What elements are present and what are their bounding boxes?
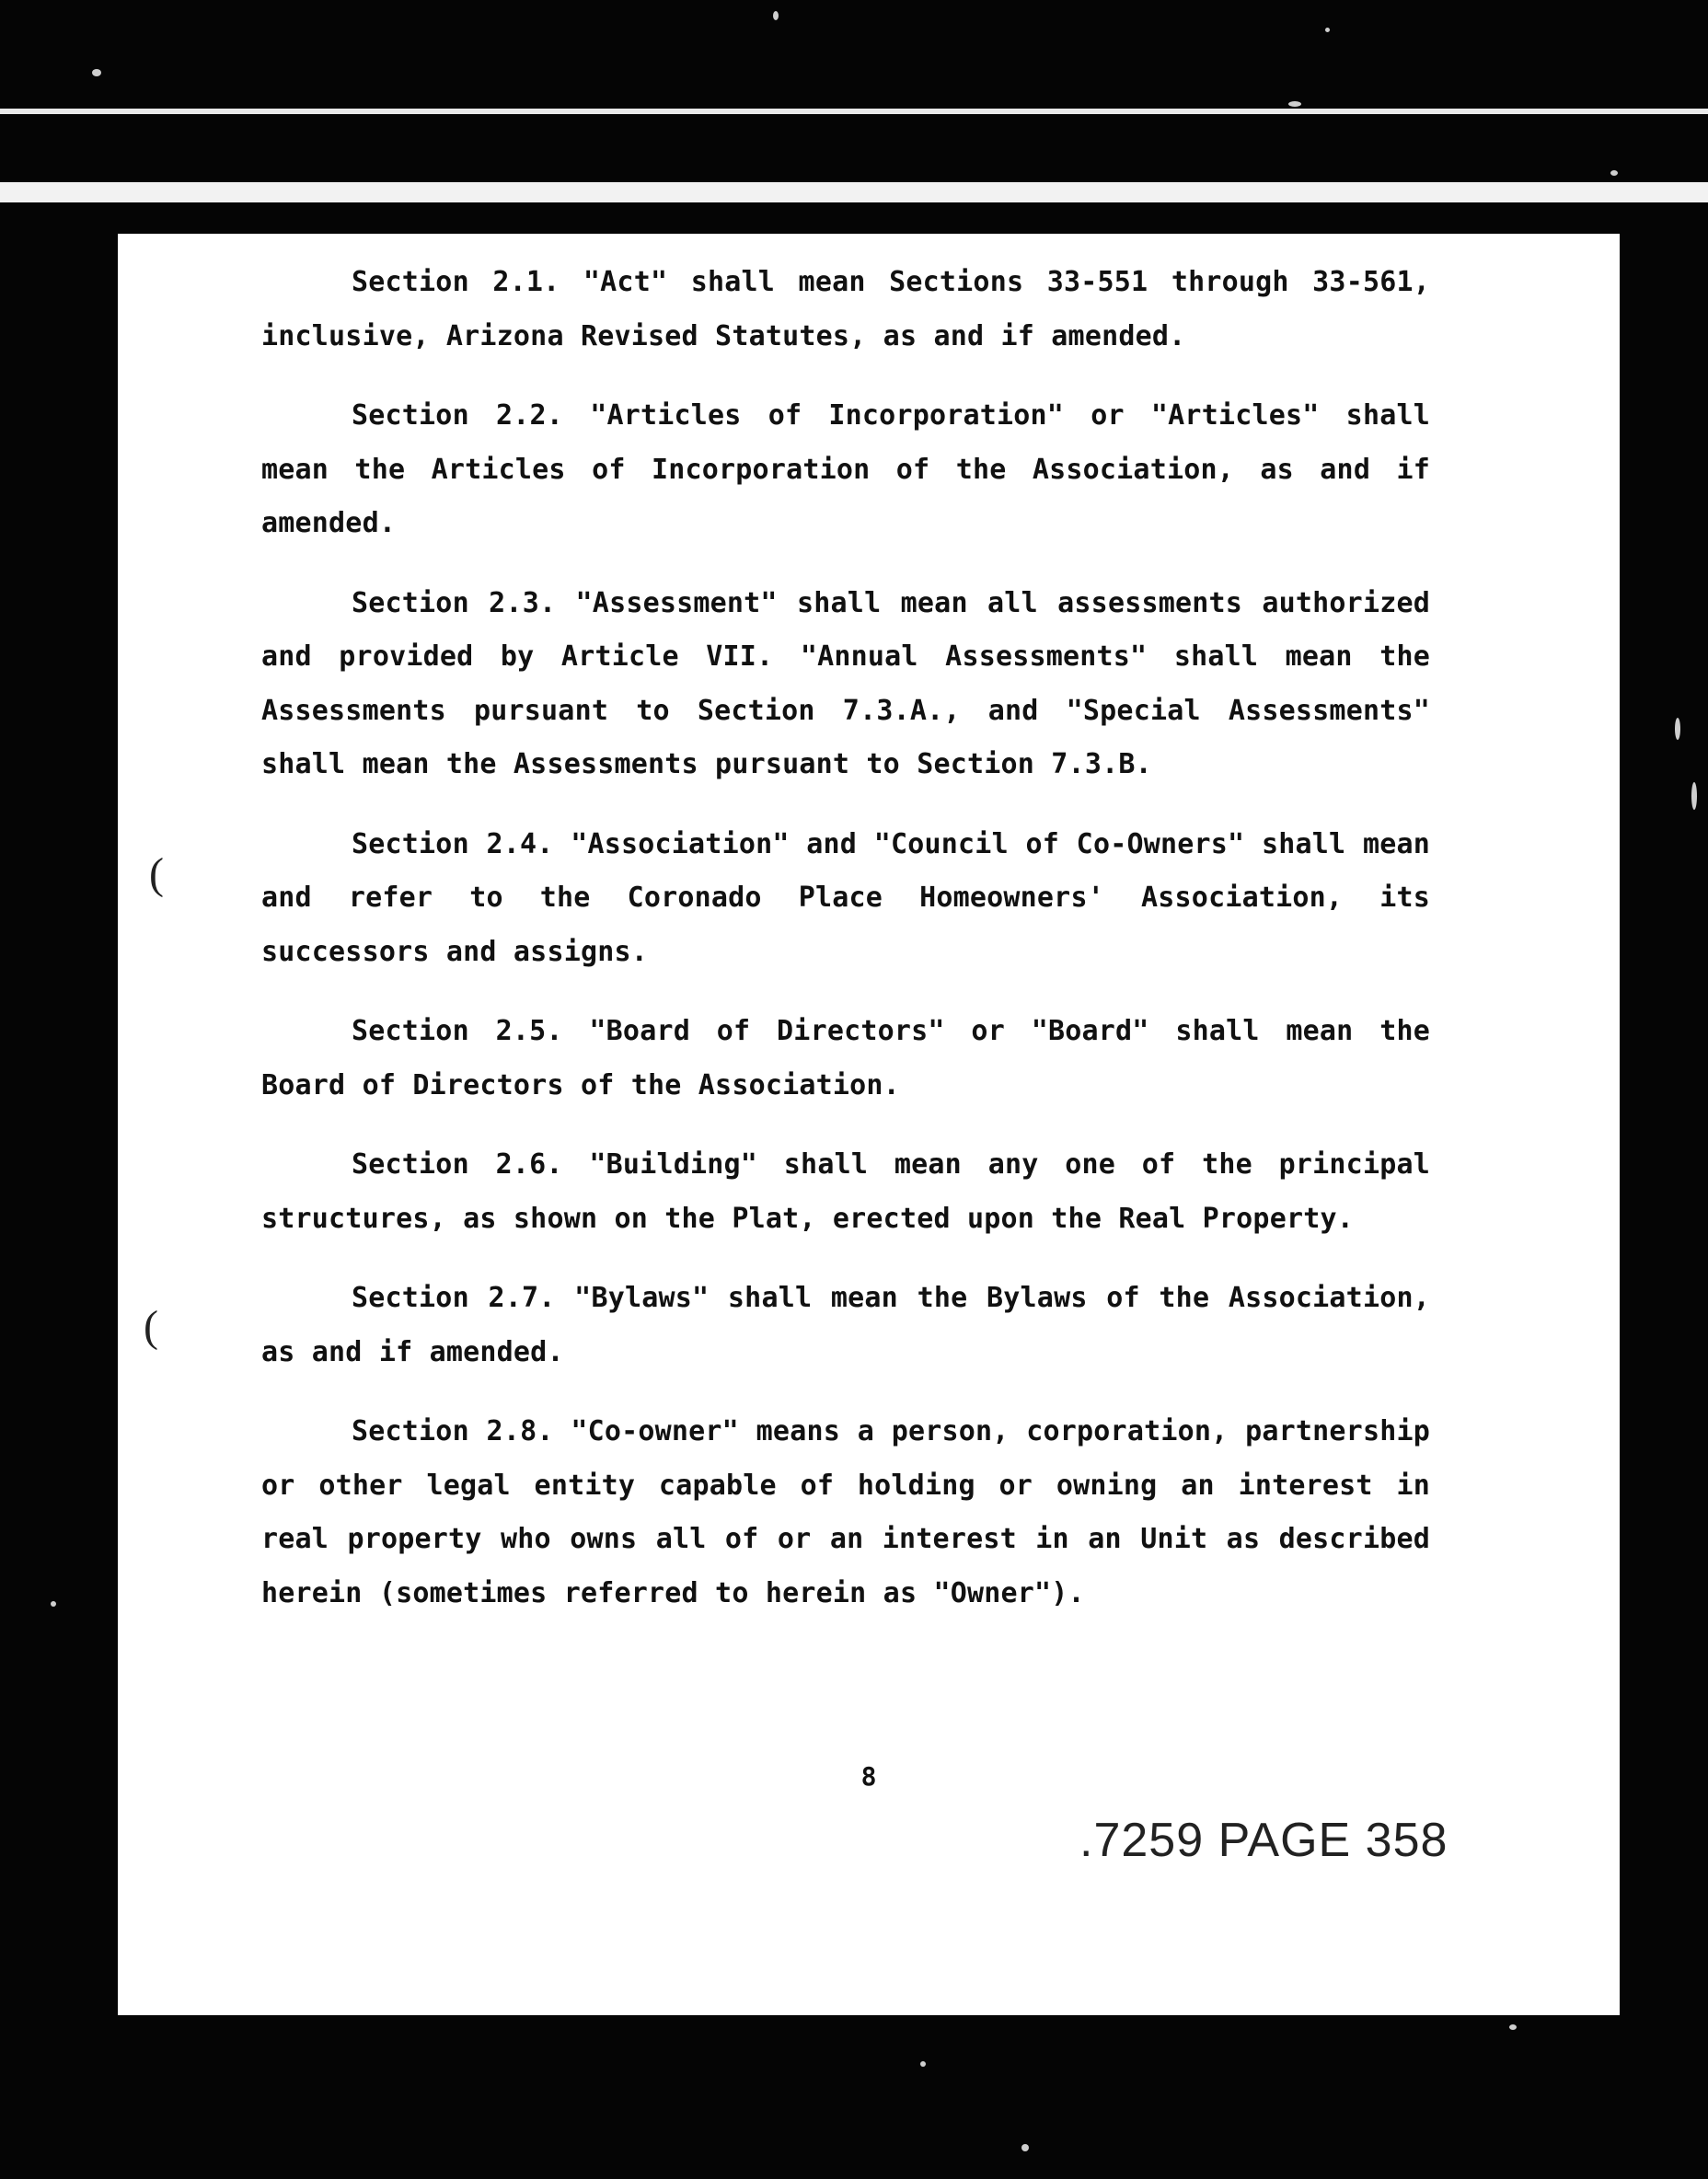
document-body	[261, 256, 1430, 1646]
scan-page-edge	[0, 182, 1708, 202]
margin-mark: (	[149, 849, 164, 898]
section-2-5: Section 2.5. "Board of Directors" or "Board" shall mean the Board of Directors of the Association.	[261, 1015, 1430, 1101]
scan-speck	[1325, 28, 1330, 32]
document-page	[118, 234, 1620, 2015]
scan-speck	[92, 69, 101, 76]
scan-top-edge	[0, 109, 1708, 114]
scan-speck	[1021, 2144, 1029, 2151]
scan-speck	[1610, 170, 1618, 176]
section-2-8: Section 2.8. "Co-owner" means a person, corporation, partnership or other legal entity capable of holding or owning an interest in real property who owns all of or an interest in an Unit as described herein (sometimes referred to herein as "Owner").	[261, 1415, 1430, 1609]
scan-speck	[1691, 782, 1697, 810]
section-2-3: Section 2.3. "Assessment" shall mean all assessments authorized and provided by Article VII. "Annual Assessments" shall mean the Assessments pursuant to Section 7.3.A., and "Special Assessments" shall mean the Assessments pursuant to Section 7.3.B.	[261, 586, 1430, 780]
section-2-4: Section 2.4. "Association" and "Council of Co-Owners" shall mean and refer to the Coronado Place Homeowners' Association, its successors and assigns.	[261, 827, 1430, 968]
section-2-1: Section 2.1. "Act" shall mean Sections 33-551 through 33-561, inclusive, Arizona Revised Statutes, as and if amended.	[261, 266, 1430, 352]
margin-mark: (	[144, 1302, 158, 1351]
scan-speck	[1675, 718, 1680, 740]
section-2-2: Section 2.2. "Articles of Incorporation" or "Articles" shall mean the Articles of Incorporation of the Association, as and if amended.	[261, 399, 1430, 539]
page-number: 8	[860, 1761, 877, 1792]
scan-speck	[773, 11, 779, 20]
recording-stamp: .7259 PAGE 358	[1079, 1814, 1448, 1867]
scan-speck	[51, 1601, 56, 1607]
section-2-7: Section 2.7. "Bylaws" shall mean the Bylaws of the Association, as and if amended.	[261, 1282, 1430, 1368]
scan-speck	[920, 2061, 926, 2067]
scan-speck	[1288, 101, 1301, 107]
section-2-6: Section 2.6. "Building" shall mean any one of the principal structures, as shown on the Plat, erected upon the Real Property.	[261, 1148, 1430, 1235]
scan-speck	[1509, 2024, 1517, 2030]
